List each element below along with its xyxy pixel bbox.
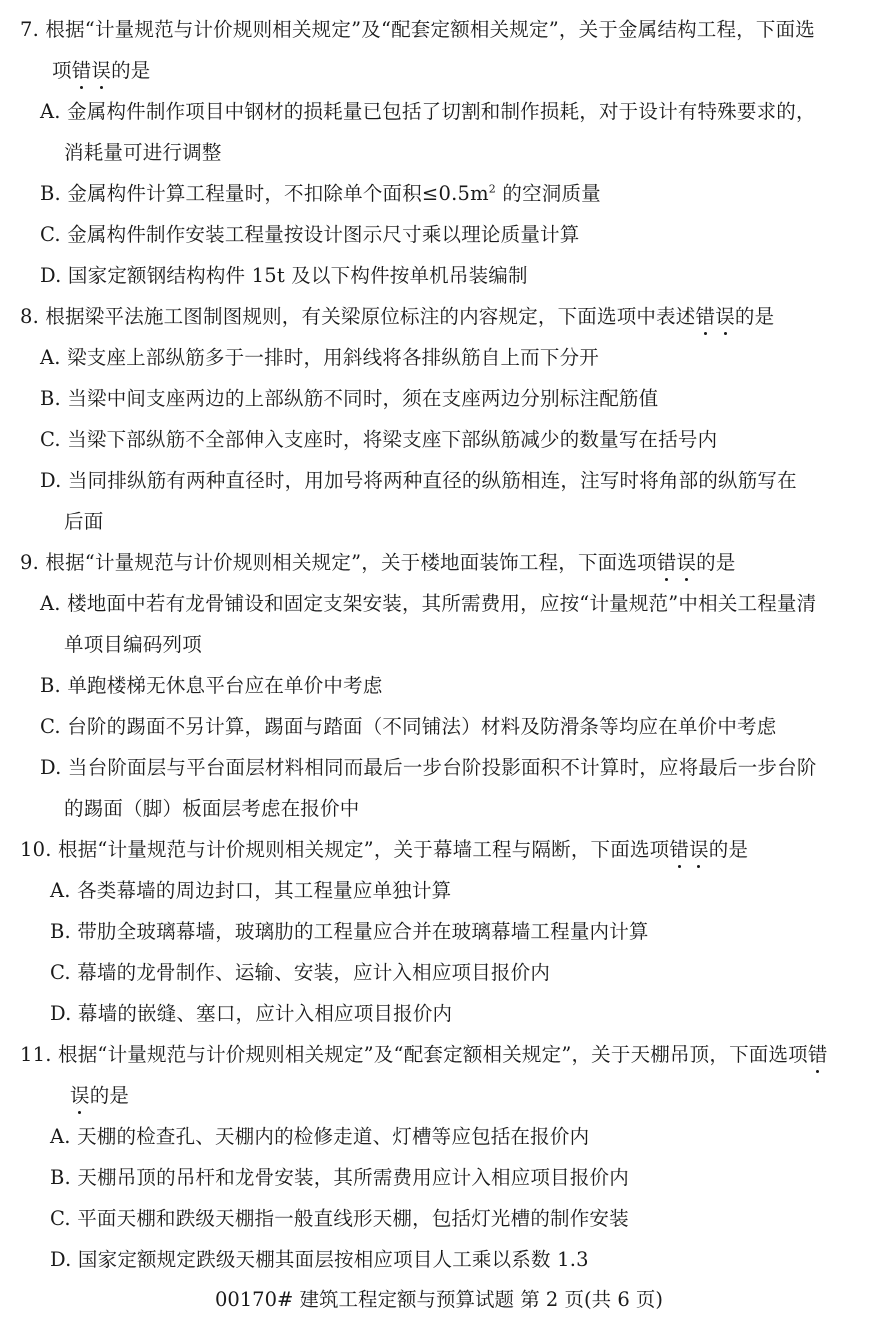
superscript: 2 — [488, 182, 496, 196]
q8-stem — [20, 305, 774, 329]
q7-option-b-text: B. 金属构件计算工程量时，不扣除单个面积≤0.5m — [40, 182, 489, 205]
q8-option-c: C. 当梁下部纵筋不全部伸入支座时，将梁支座下部纵筋减少的数量写在括号内 — [40, 428, 718, 451]
q9-option-a-line2: 单项目编码列项 — [64, 633, 202, 656]
q7-stem-line1 — [20, 18, 815, 42]
emphasis-char: 误 — [715, 305, 735, 328]
q8-option-b: B. 当梁中间支座两边的上部纵筋不同时，须在支座两边分别标注配筋值 — [40, 387, 659, 410]
emphasis-char: 错 — [71, 59, 92, 82]
q11-option-a: A. 天棚的检查孔、天棚内的检修走道、灯槽等应包括在报价内 — [50, 1125, 590, 1148]
emphasis-char: 错 — [669, 838, 690, 861]
q7-stem-line2 — [52, 59, 151, 83]
q10-option-b: B. 带肋全玻璃幕墙，玻璃肋的工程量应合并在玻璃幕墙工程量内计算 — [50, 920, 649, 943]
q7-stem-post: 的是 — [111, 59, 151, 82]
q7-option-a-line1: A. 金属构件制作项目中钢材的损耗量已包括了切割和制作损耗，对于设计有特殊要求的， — [40, 100, 816, 123]
emphasis-char: 错 — [656, 551, 677, 574]
q9-option-a-line1: A. 楼地面中若有龙骨铺设和固定支架安装，其所需费用，应按“计量规范”中相关工程量清 — [40, 592, 817, 615]
emphasis-char: 误 — [70, 1084, 90, 1107]
q8-option-a: A. 梁支座上部纵筋多于一排时，用斜线将各排纵筋自上而下分开 — [40, 346, 599, 369]
q8-option-d-line1: D. 当同排纵筋有两种直径时，用加号将两种直径的纵筋相连，注写时将角部的纵筋写在 — [40, 469, 797, 492]
q11-stem-line2 — [70, 1084, 129, 1108]
q11-stem-pre: 11. 根据“计量规范与计价规则相关规定”及“配套定额相关规定”，关于天棚吊顶，下面选项 — [20, 1043, 808, 1066]
q9-stem — [20, 551, 736, 575]
q7-option-d: D. 国家定额钢结构构件 15t 及以下构件按单机吊装编制 — [40, 264, 528, 287]
q10-stem — [20, 838, 748, 862]
q11-stem-post: 的是 — [89, 1084, 130, 1107]
q11-stem-line1 — [20, 1043, 828, 1067]
emphasis-char: 误 — [91, 59, 112, 82]
page-footer: 00170# 建筑工程定额与预算试题 第 2 页(共 6 页) — [214, 1288, 664, 1311]
q7-option-b-tail: 的空洞质量 — [495, 182, 601, 205]
q10-option-c: C. 幕墙的龙骨制作、运输、安装，应计入相应项目报价内 — [50, 961, 551, 984]
q10-stem-pre: 10. 根据“计量规范与计价规则相关规定”，关于幕墙工程与隔断，下面选项 — [20, 838, 670, 861]
q7-stem-pre: 项 — [52, 59, 72, 82]
q9-option-b: B. 单跑楼梯无休息平台应在单价中考虑 — [40, 674, 383, 697]
q9-stem-pre: 9. 根据“计量规范与计价规则相关规定”，关于楼地面装饰工程，下面选项 — [20, 551, 657, 574]
q10-option-d: D. 幕墙的嵌缝、塞口，应计入相应项目报价内 — [50, 1002, 453, 1025]
emphasis-char: 误 — [689, 838, 709, 861]
q9-option-d-line2: 的踢面（脚）板面层考虑在报价中 — [64, 797, 360, 820]
q11-option-d: D. 国家定额规定跌级天棚其面层按相应项目人工乘以系数 1.3 — [50, 1248, 589, 1271]
q9-option-d-line1: D. 当台阶面层与平台面层材料相同而最后一步台阶投影面积不计算时，应将最后一步台阶 — [40, 756, 817, 779]
emphasis-char: 错 — [807, 1043, 828, 1066]
q8-option-d-line2: 后面 — [64, 510, 104, 533]
q7-stem-text: 7. 根据“计量规范与计价规则相关规定”及“配套定额相关规定”，关于金属结构工程，下面选 — [20, 18, 815, 41]
q7-option-a-line2: 消耗量可进行调整 — [64, 141, 222, 164]
q8-stem-post: 的是 — [734, 305, 775, 328]
q7-option-c: C. 金属构件制作安装工程量按设计图示尺寸乘以理论质量计算 — [40, 223, 580, 246]
q8-stem-pre: 8. 根据梁平法施工图制图规则，有关梁原位标注的内容规定，下面选项中表述 — [20, 305, 696, 328]
q11-option-c: C. 平面天棚和跌级天棚指一般直线形天棚，包括灯光槽的制作安装 — [50, 1207, 629, 1230]
q9-stem-post: 的是 — [696, 551, 736, 574]
q11-option-b: B. 天棚吊顶的吊杆和龙骨安装，其所需费用应计入相应项目报价内 — [50, 1166, 629, 1189]
q10-stem-post: 的是 — [708, 838, 749, 861]
emphasis-char: 误 — [676, 551, 697, 574]
q10-option-a: A. 各类幕墙的周边封口，其工程量应单独计算 — [50, 879, 452, 902]
emphasis-char: 错 — [695, 305, 716, 328]
q7-option-b — [40, 182, 601, 206]
q9-option-c: C. 台阶的踢面不另计算，踢面与踏面（不同铺法）材料及防滑条等均应在单价中考虑 — [40, 715, 777, 738]
